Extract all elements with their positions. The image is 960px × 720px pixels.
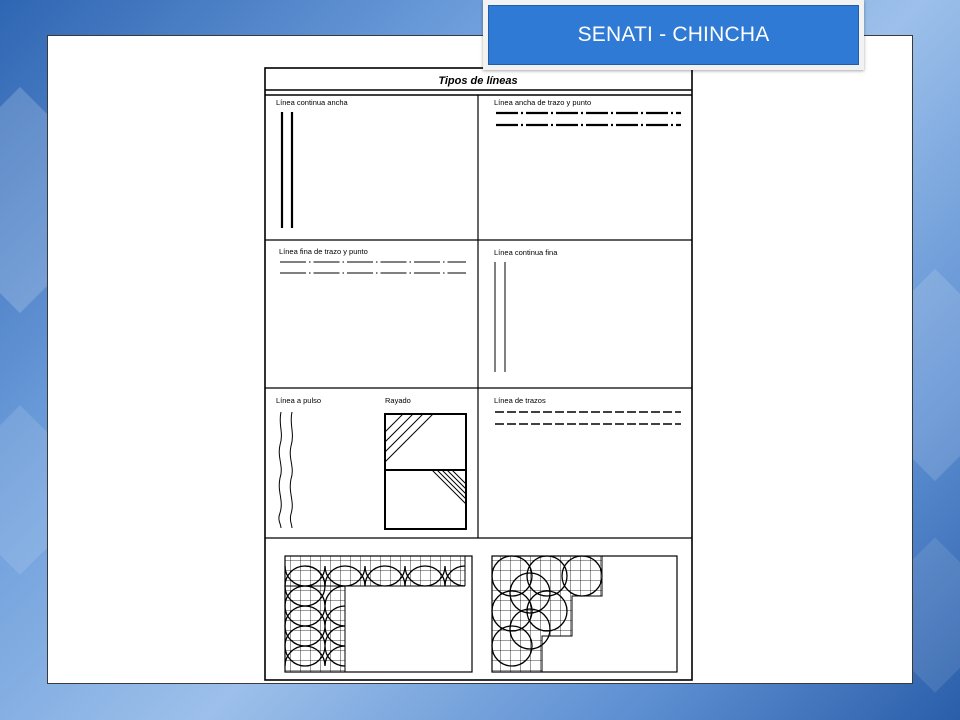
slide-title: SENATI - CHINCHA bbox=[488, 5, 859, 65]
table-title: Tipos de líneas bbox=[438, 75, 518, 87]
thick-continuous-lines bbox=[282, 112, 292, 228]
label-linea-de-trazos: Línea de trazos bbox=[494, 396, 546, 405]
dashed-lines bbox=[495, 412, 681, 424]
label-linea-continua-fina: Línea continua fina bbox=[494, 248, 558, 257]
circle-pattern-grid bbox=[492, 556, 677, 672]
thick-dash-dot-lines bbox=[496, 113, 681, 125]
label-linea-fina-trazo-punto: Línea fina de trazo y punto bbox=[279, 247, 368, 256]
label-linea-continua-ancha: Línea continua ancha bbox=[276, 98, 348, 107]
thin-dash-dot-lines bbox=[280, 262, 466, 273]
hatching-example bbox=[385, 414, 466, 529]
title-frame bbox=[483, 0, 864, 70]
label-linea-ancha-trazo-punto: Línea ancha de trazo y punto bbox=[494, 98, 592, 107]
thin-continuous-lines bbox=[495, 262, 505, 372]
freehand-lines bbox=[279, 412, 293, 528]
arc-pattern-grid bbox=[285, 556, 472, 672]
label-rayado: Rayado bbox=[385, 396, 411, 405]
label-linea-a-pulso: Línea a pulso bbox=[276, 396, 322, 405]
